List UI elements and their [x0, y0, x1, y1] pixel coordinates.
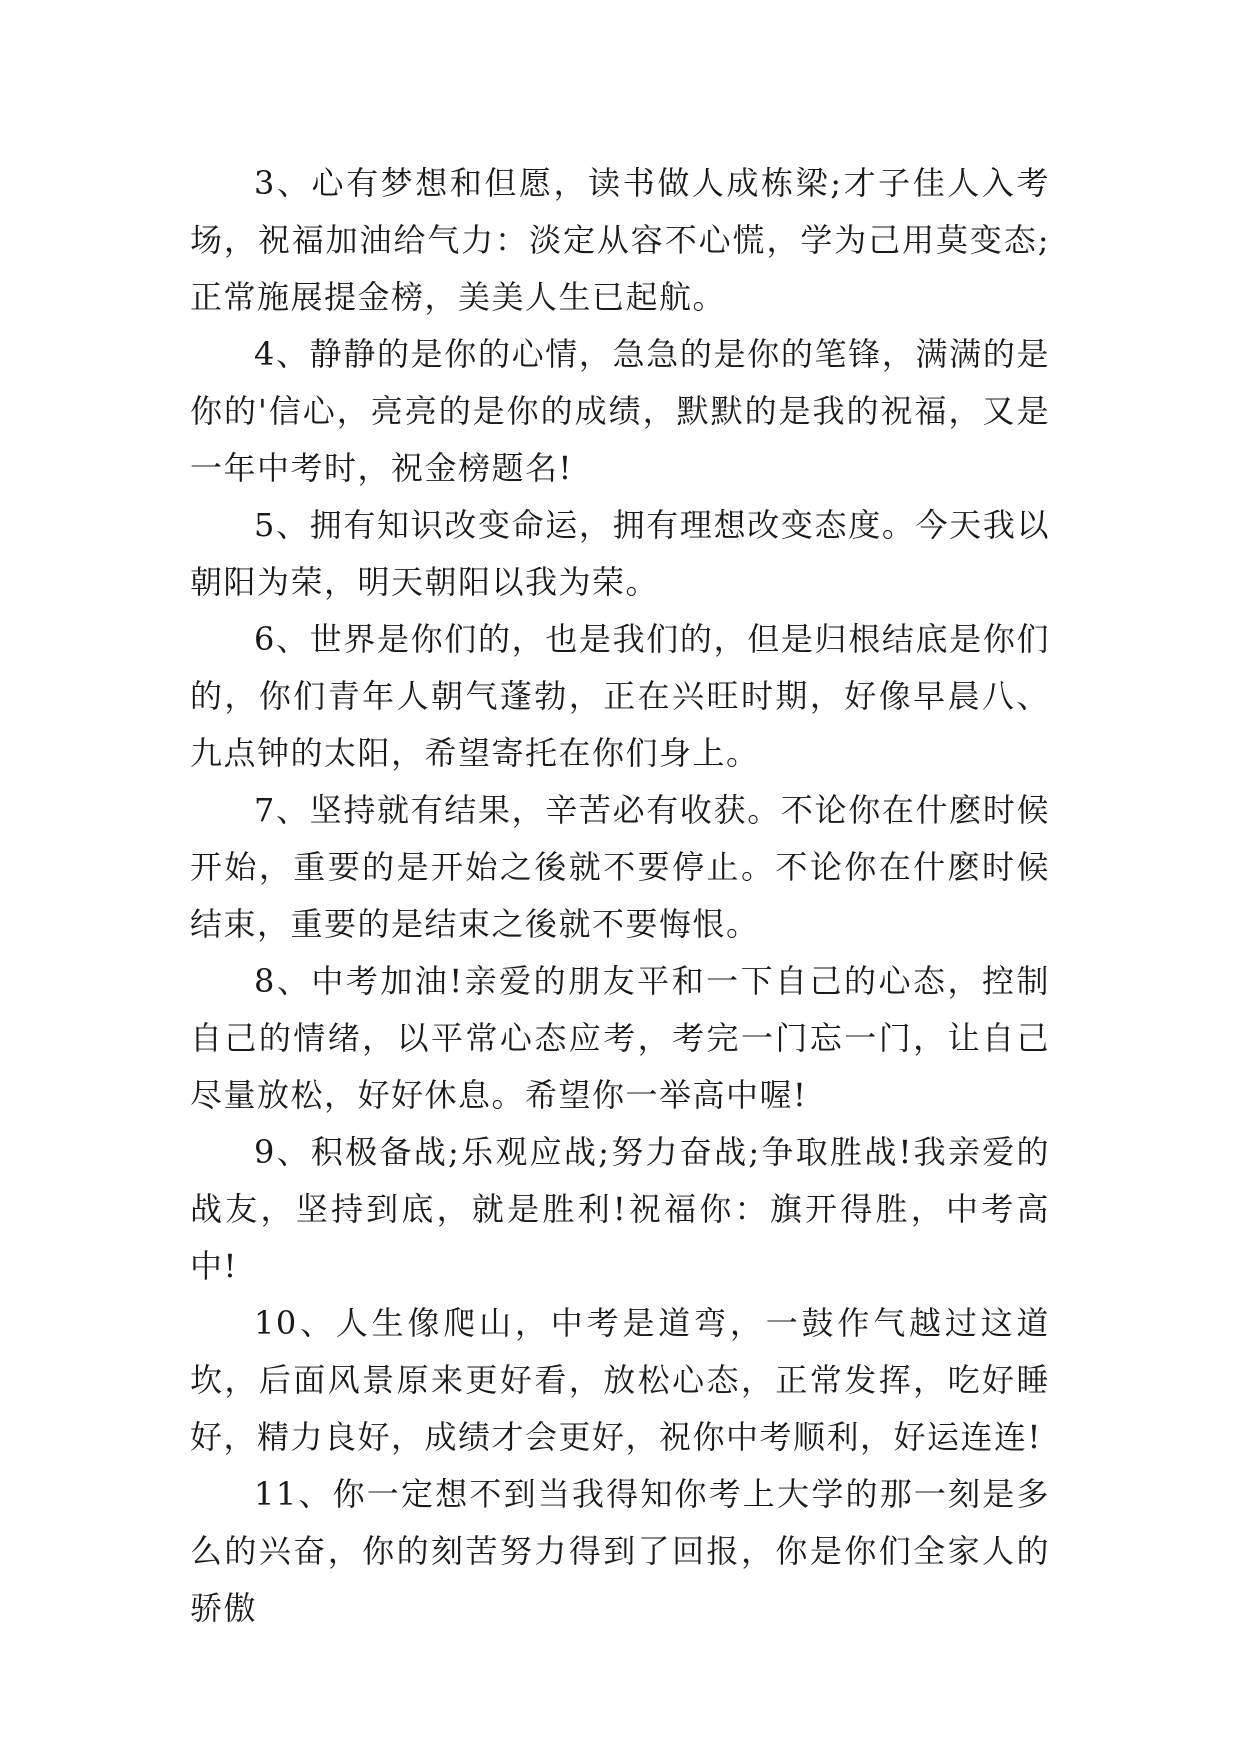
paragraph-7: 7、坚持就有结果，辛苦必有收获。不论你在什麽时候开始，重要的是开始之後就不要停止。不论你在什麽时候结束，重要的是结束之後就不要悔恨。: [190, 791, 1050, 943]
paragraph-6: 6、世界是你们的，也是我们的，但是归根结底是你们的，你们青年人朝气蓬勃，正在兴旺时期，好像早晨八、九点钟的太阳，希望寄托在你们身上。: [190, 620, 1050, 772]
paragraph-8: 8、中考加油!亲爱的朋友平和一下自己的心态，控制自己的情绪，以平常心态应考，考完一门忘一门，让自己尽量放松，好好休息。希望你一举高中喔!: [190, 962, 1050, 1114]
paragraph-5: 5、拥有知识改变命运，拥有理想改变态度。今天我以朝阳为荣，明天朝阳以我为荣。: [190, 506, 1050, 601]
paragraph-9: 9、积极备战;乐观应战;努力奋战;争取胜战!我亲爱的战友，坚持到底，就是胜利!祝福你：旗开得胜，中考高中!: [190, 1133, 1050, 1285]
paragraph-11: 11、你一定想不到当我得知你考上大学的那一刻是多么的兴奋，你的刻苦努力得到了回报，你是你们全家人的骄傲: [190, 1475, 1050, 1627]
paragraph-4: 4、静静的是你的心情，急急的是你的笔锋，满满的是你的'信心，亮亮的是你的成绩，默默的是我的祝福，又是一年中考时，祝金榜题名!: [190, 335, 1050, 487]
paragraph-10: 10、人生像爬山，中考是道弯，一鼓作气越过这道坎，后面风景原来更好看，放松心态，正常发挥，吃好睡好，精力良好，成绩才会更好，祝你中考顺利，好运连连!: [190, 1304, 1050, 1456]
paragraph-3: 3、心有梦想和但愿，读书做人成栋梁;才子佳人入考场，祝福加油给气力：淡定从容不心慌，学为己用莫变态;正常施展提金榜，美美人生已起航。: [190, 164, 1050, 316]
document-body: [190, 155, 1050, 1637]
